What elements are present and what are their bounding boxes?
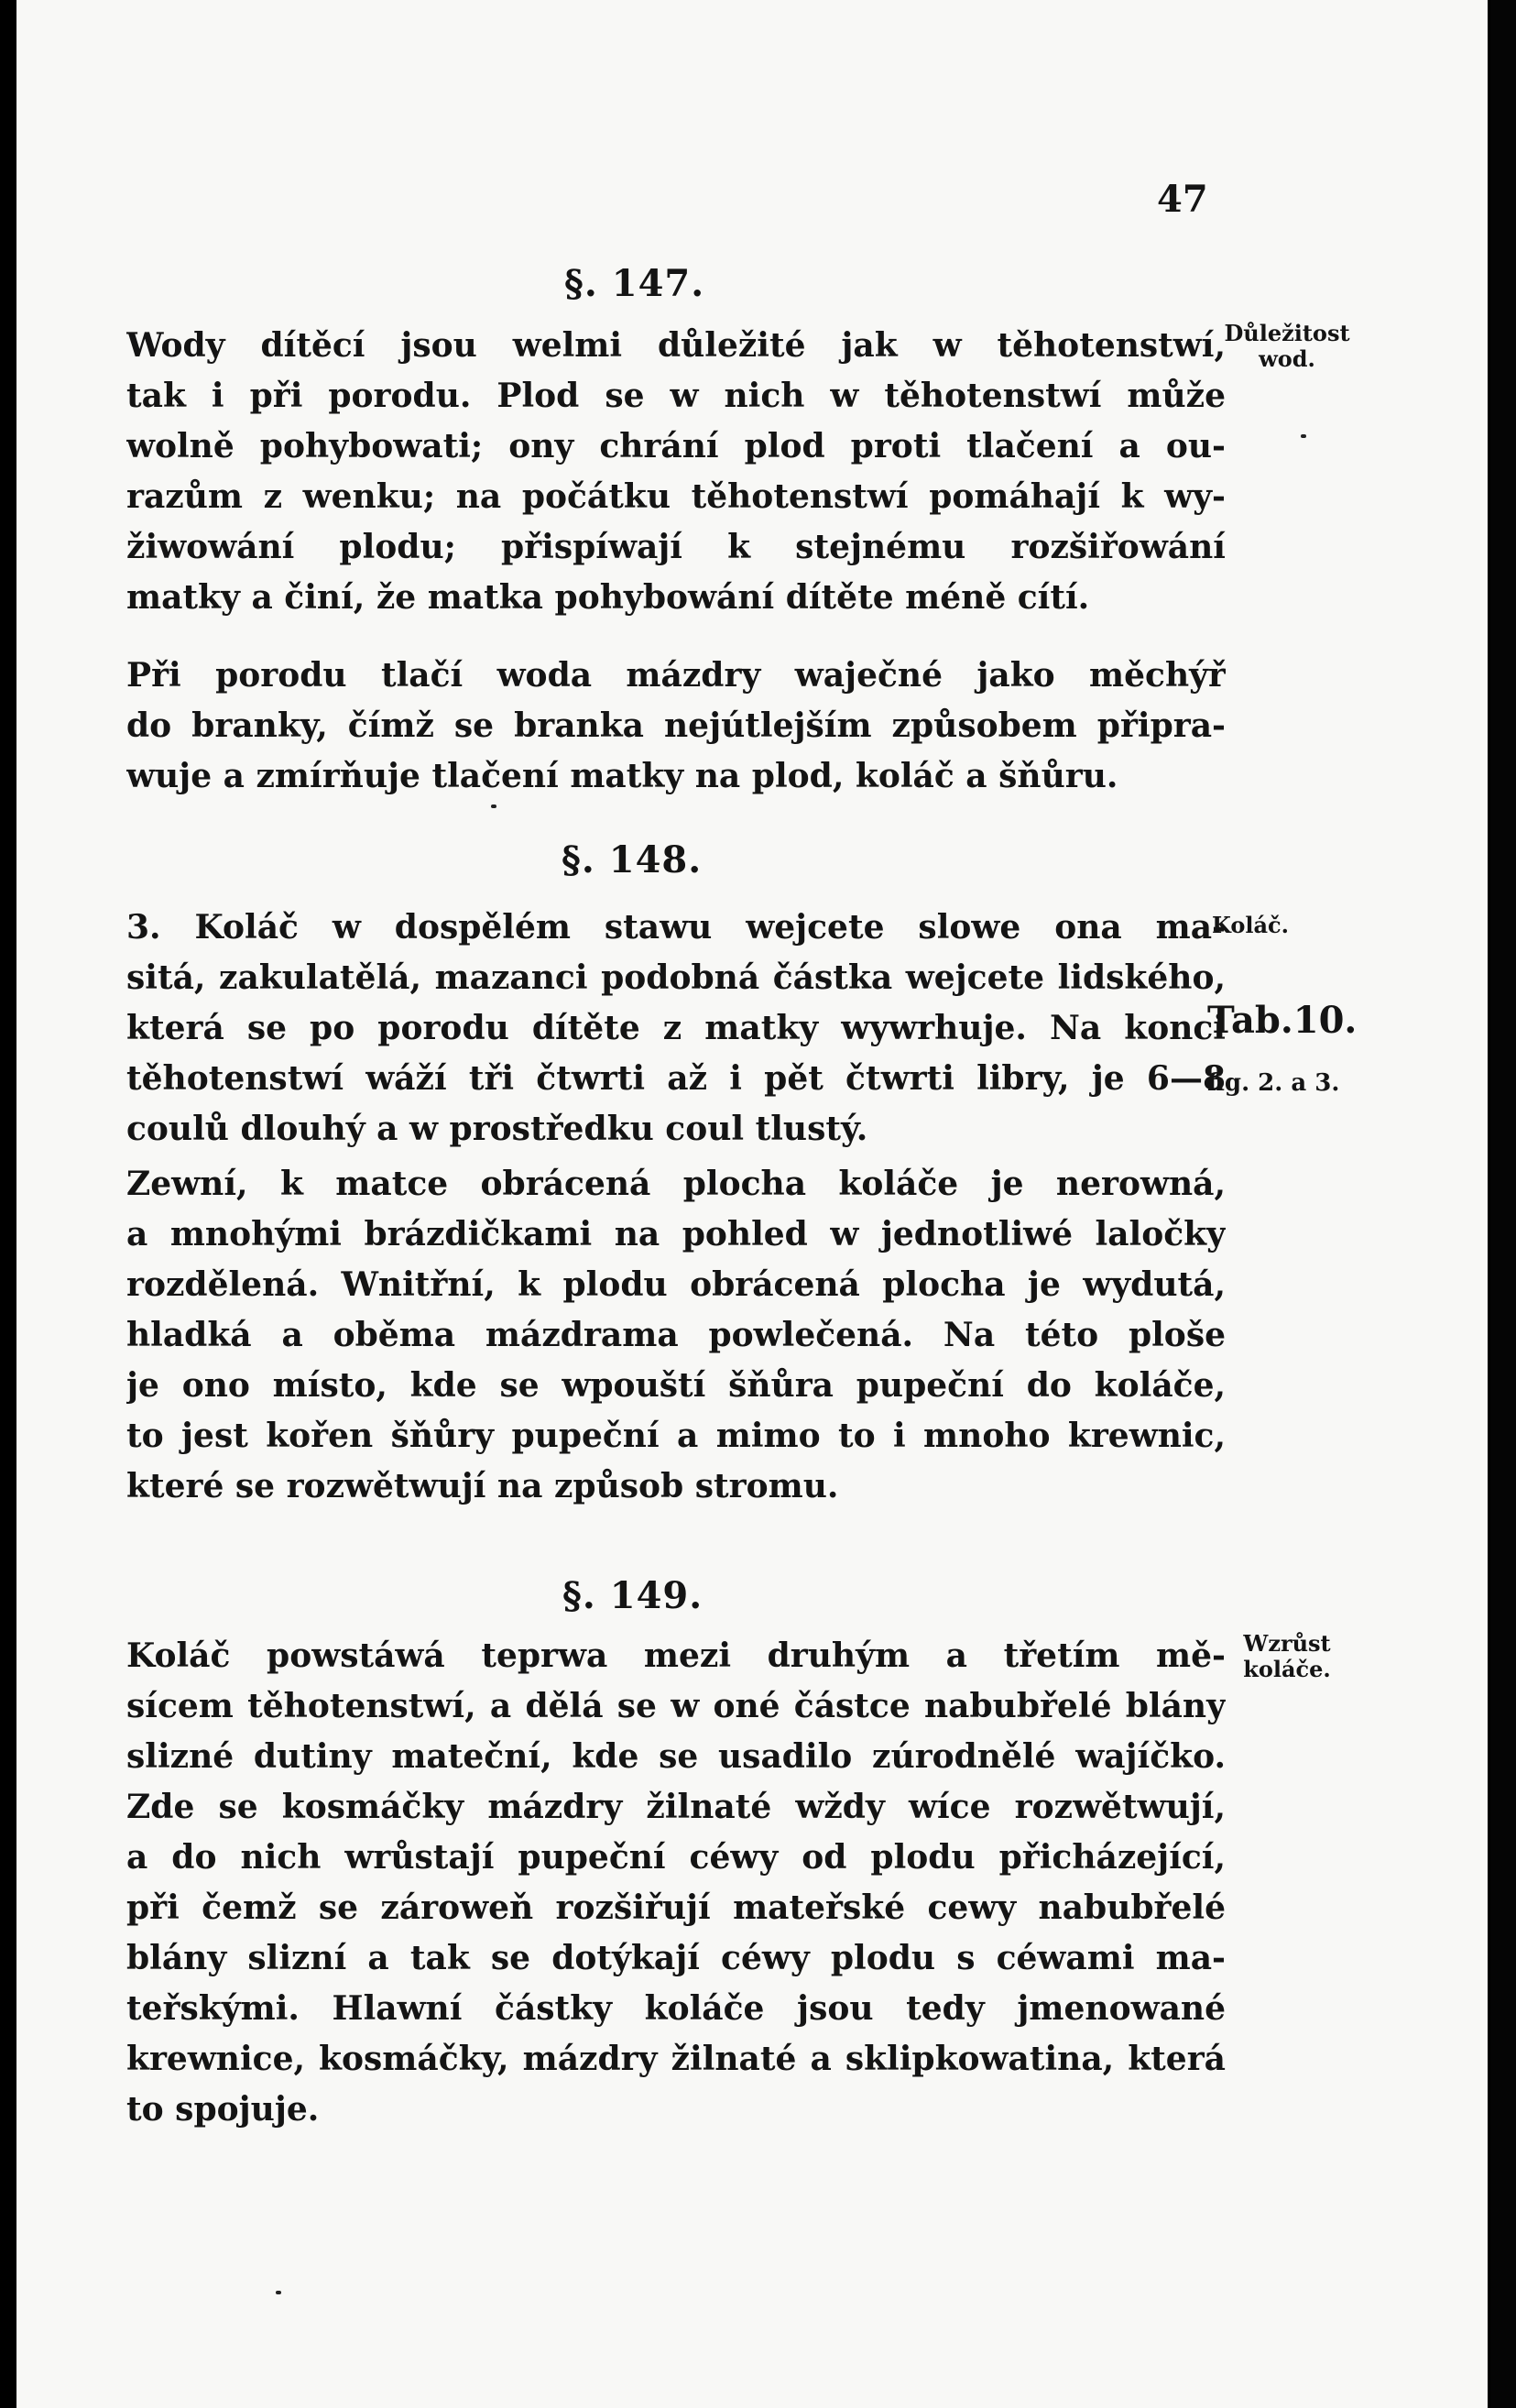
text-line: sitá, zakulatělá, mazanci podobná částka wejcete lidského, xyxy=(126,958,1226,997)
text-line: Wody dítěcí jsou welmi důležité jak w těhotenstwí, xyxy=(126,326,1226,365)
paragraph-placenta-growth xyxy=(126,1631,1226,2135)
text-line: rozdělená. Wnitřní, k plodu obrácená plocha je wydutá, xyxy=(126,1265,1226,1304)
text-line: krewnice, kosmáčky, mázdry žilnaté a sklipkowatina, která xyxy=(126,2040,1226,2078)
margin-note-table-ref xyxy=(1207,999,1391,1042)
paragraph-placenta-definition xyxy=(126,903,1226,1155)
margin-note-line: Wzrůst xyxy=(1243,1630,1331,1657)
text-line: při čemž se zároweň rozšiřují mateřské cewy nabubřelé xyxy=(126,1888,1226,1927)
text-line: wolně pohybowati; ony chrání plod proti tlačení a ou- xyxy=(126,427,1226,465)
margin-note-placenta xyxy=(1212,913,1349,938)
ink-speck xyxy=(1301,434,1306,438)
page-number: 47 xyxy=(1157,178,1208,221)
text-line: 3. Koláč w dospělém stawu wejcete slowe ona ma- xyxy=(126,908,1226,947)
text-line: která se po porodu dítěte z matky wywrhuje. Na konci xyxy=(126,1009,1226,1047)
text-line: těhotenstwí wáží tři čtwrti až i pět čtwrti libry, je 6—8 xyxy=(126,1059,1226,1098)
text-line: do branky, čímž se branka nejútlejším způsobem připra- xyxy=(126,706,1226,745)
margin-note-line: wod. xyxy=(1259,345,1315,372)
margin-note-placenta-growth xyxy=(1218,1631,1356,1682)
book-page xyxy=(16,0,1488,2408)
text-line: matky a činí, že matka pohybowání dítěte méně cítí. xyxy=(126,578,1090,617)
text-line: sícem těhotenstwí, a dělá se w oné částce nabubřelé blány xyxy=(126,1687,1226,1725)
text-line: to spojuje. xyxy=(126,2090,320,2129)
text-line: razům z wenku; na počátku těhotenstwí pomáhají k wy- xyxy=(126,477,1226,516)
margin-note-importance-of-waters xyxy=(1218,321,1356,372)
margin-note-line: Koláč. xyxy=(1212,912,1289,938)
section-heading-148: §. 148. xyxy=(562,838,703,881)
text-line: blány slizní a tak se dotýkají céwy plodu s céwami ma- xyxy=(126,1939,1226,1977)
text-line: teřskými. Hlawní částky koláče jsou tedy jmenowané xyxy=(126,1989,1226,2028)
text-line: které se rozwětwují na způsob stromu. xyxy=(126,1467,839,1505)
text-line: a mnohými brázdičkami na pohled w jednotliwé laločky xyxy=(126,1215,1226,1253)
text-line: je ono místo, kde se wpouští šňůra pupeční do koláče, xyxy=(126,1366,1226,1405)
section-heading-149: §. 149. xyxy=(562,1574,703,1617)
margin-note-figure-ref xyxy=(1207,1070,1391,1096)
text-line: Při porodu tlačí woda mázdry waječné jako měchýř xyxy=(126,656,1226,695)
text-line: to jest kořen šňůry pupeční a mimo to i mnoho krewnic, xyxy=(126,1417,1226,1455)
ink-speck xyxy=(491,804,496,808)
margin-note-line: Tab.10. xyxy=(1207,999,1358,1042)
paragraph-amniotic-waters xyxy=(126,321,1226,623)
text-line: Zde se kosmáčky mázdry žilnaté wždy wíce rozwětwují, xyxy=(126,1788,1226,1826)
margin-note-line: koláče. xyxy=(1243,1656,1331,1682)
margin-note-line: Důležitost xyxy=(1224,320,1350,346)
section-heading-147: §. 147. xyxy=(564,262,705,305)
text-line: a do nich wrůstají pupeční céwy od plodu přicházející, xyxy=(126,1838,1226,1877)
text-line: hladká a oběma mázdrama powlečená. Na této ploše xyxy=(126,1316,1226,1354)
ink-speck xyxy=(276,2291,281,2294)
text-line: slizné dutiny mateční, kde se usadilo zúrodnělé wajíčko. xyxy=(126,1737,1226,1776)
text-line: Zewní, k matce obrácená plocha koláče je nerowná, xyxy=(126,1165,1226,1203)
text-line: Koláč powstáwá teprwa mezi druhým a třetím mě- xyxy=(126,1636,1226,1675)
margin-note-line: fig. 2. a 3. xyxy=(1207,1069,1340,1097)
text-line: žiwowání plodu; přispíwají k stejnému rozšiřowání xyxy=(126,528,1226,566)
scan-edge xyxy=(1490,0,1516,2408)
text-line: tak i při porodu. Plod se w nich w těhotenstwí může xyxy=(126,377,1226,415)
paragraph-placenta-surfaces xyxy=(126,1159,1226,1512)
paragraph-at-birth xyxy=(126,651,1226,802)
text-line: wuje a zmírňuje tlačení matky na plod, koláč a šňůru. xyxy=(126,757,1118,795)
text-line: coulů dlouhý a w prostředku coul tlustý. xyxy=(126,1110,868,1148)
